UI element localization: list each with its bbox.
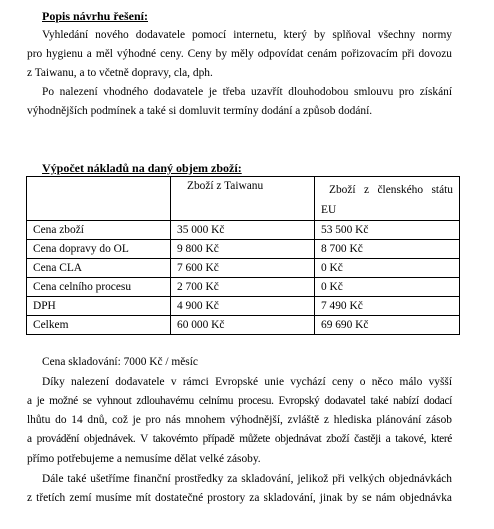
taiwan-value: 7 600 Kč [171, 259, 315, 278]
taiwan-value: 35 000 Kč [171, 221, 315, 240]
paragraph-line: Cena skladování: 7000 Kč / měsíc [42, 356, 198, 368]
paragraph-line: a provádění objednávek. V takovémto případě můžete objednávat zboží častěji a takové, které [27, 433, 452, 445]
section-heading-cost-calculation: Výpočet nákladů na daný objem zboží: [42, 161, 242, 175]
eu-value: 8 700 Kč [315, 240, 460, 259]
eu-value: 53 500 Kč [315, 221, 460, 240]
table-row [27, 278, 460, 297]
paragraph-line: a je možné se vyhnout zdlouhavému celnímu procesu. Evropský dodavatel také nabízí dodací [27, 395, 452, 407]
paragraph-line: z třetích zemí musíme mít dostatečné prostory za skladování, jinak by se nám objednávka [27, 492, 452, 504]
header-eu-label-continued: EU [321, 204, 337, 216]
header-cell-empty [27, 177, 171, 221]
table-row [27, 259, 460, 278]
taiwan-value: 60 000 Kč [171, 316, 315, 335]
paragraph-line: výhodnějších podmínek a také si domluvit termíny dodání a způsob dodání. [27, 105, 373, 117]
taiwan-value: 4 900 Kč [171, 297, 315, 316]
paragraph-line: Dále také ušetříme finanční prostředky za skladování, jelikož při velkých objednávkách [42, 473, 452, 485]
row-label: Cena dopravy do OL [27, 240, 171, 259]
paragraph-line: Vyhledání nového dodavatele pomocí internetu, který by splňoval všechny normy [42, 29, 452, 41]
eu-value: 0 Kč [315, 259, 460, 278]
row-label: Cena zboží [27, 221, 171, 240]
paragraph-line: Po nalezení vhodného dodavatele je třeba uzavřít dlouhodobou smlouvu pro získání [42, 86, 452, 98]
header-cell-taiwan [171, 177, 315, 221]
table-row-total [27, 316, 460, 335]
paragraph-line: pro hygienu a měl výhodné ceny. Ceny by měly odpovídat cenám pořizovacím při dovozu [27, 48, 452, 60]
row-label: DPH [27, 297, 171, 316]
cost-comparison-table [26, 176, 460, 335]
taiwan-value: 2 700 Kč [171, 278, 315, 297]
eu-value: 69 690 Kč [315, 316, 460, 335]
table-row [27, 221, 460, 240]
table-row [27, 297, 460, 316]
eu-value: 7 490 Kč [315, 297, 460, 316]
paragraph-line: Díky nalezení dodavatele v rámci Evropské unie vychází ceny o něco málo vyšší [42, 376, 452, 388]
paragraph-line: z Taiwanu, a to včetně dopravy, cla, dph. [27, 67, 213, 79]
paragraph-line: přímo potřebujeme a nemusíme dělat velké zásoby. [27, 453, 261, 465]
header-eu-label: Zboží z členského státu [329, 184, 453, 196]
taiwan-value: 9 800 Kč [171, 240, 315, 259]
section-heading-proposal: Popis návrhu řešení: [42, 9, 149, 23]
header-taiwan-label: Zboží z Taiwanu [187, 180, 264, 192]
row-label: Cena celního procesu [27, 278, 171, 297]
table-header-row [27, 177, 460, 221]
paragraph-line: lhůtu do 14 dnů, což je pro nás mnohem výhodnější, zvláště z hlediska plánování zásob [27, 414, 452, 426]
header-cell-eu [315, 177, 460, 221]
row-label: Cena CLA [27, 259, 171, 278]
row-label: Celkem [27, 316, 171, 335]
eu-value: 0 Kč [315, 278, 460, 297]
table-row [27, 240, 460, 259]
